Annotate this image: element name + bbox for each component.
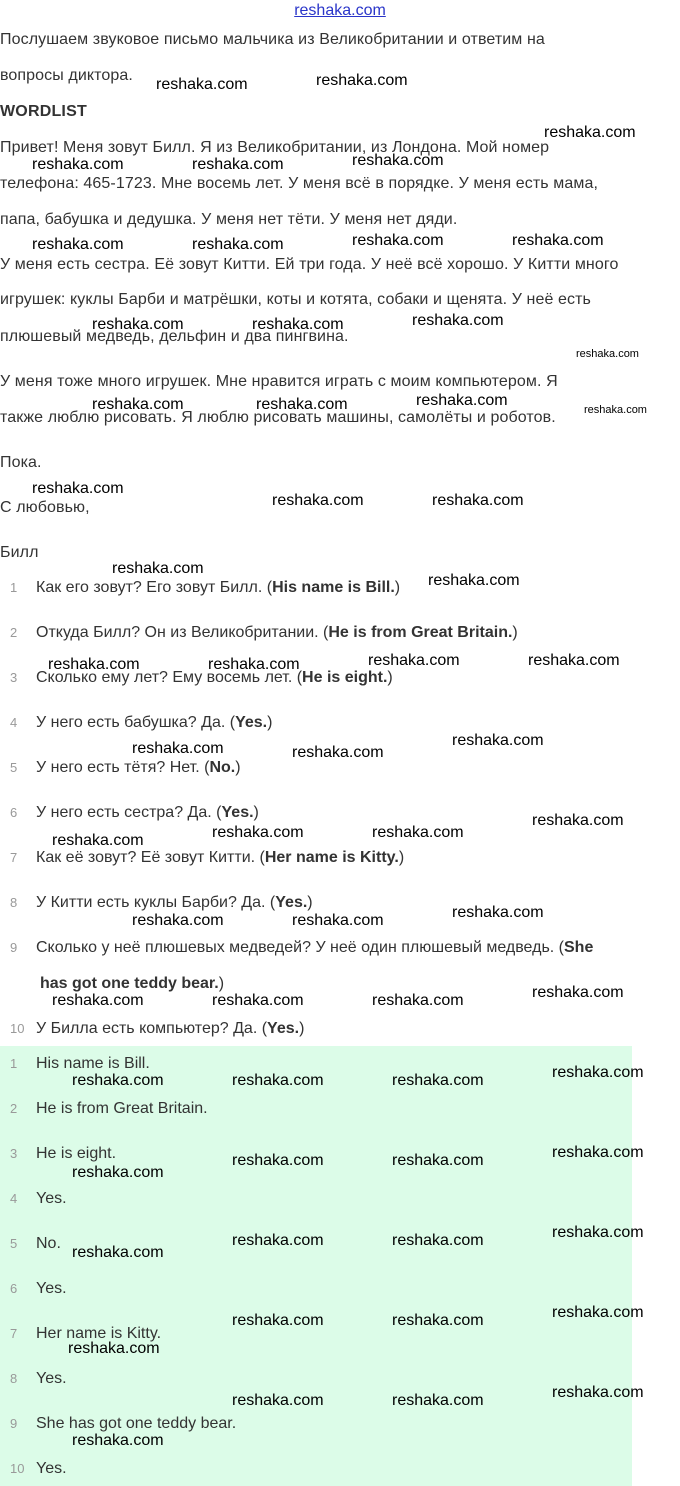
watermark: reshaka.com (92, 396, 184, 413)
watermark: reshaka.com (392, 1392, 484, 1409)
watermark: reshaka.com (72, 1432, 164, 1449)
watermark: reshaka.com (48, 656, 140, 673)
watermark: reshaka.com (72, 1244, 164, 1261)
letter-line: У меня есть сестра. Её зовут Китти. Ей три года. У неё всё хорошо. У Китти много (0, 256, 619, 273)
watermark: reshaka.com (32, 156, 124, 173)
watermark: reshaka.com (156, 76, 248, 93)
question-text: У него есть сестра? Да. (Yes.) (36, 804, 259, 821)
answer-number: 6 (10, 1281, 18, 1296)
watermark: reshaka.com (292, 912, 384, 929)
watermark: reshaka.com (112, 560, 204, 577)
question-text: Как её зовут? Её зовут Китти. (Her name is Kitty.) (36, 849, 405, 866)
question-number: 9 (10, 940, 18, 955)
answer-number: 10 (10, 1461, 25, 1476)
watermark: reshaka.com (392, 1312, 484, 1329)
watermark: reshaka.com (552, 1304, 644, 1321)
watermark: reshaka.com (368, 652, 460, 669)
watermark: reshaka.com (192, 236, 284, 253)
answer-number: 1 (10, 1056, 18, 1071)
watermark: reshaka.com (232, 1392, 324, 1409)
letter-line: плюшевый медведь, дельфин и два пингвина. (0, 328, 349, 345)
answer-number: 4 (10, 1191, 18, 1206)
watermark: reshaka.com (412, 312, 504, 329)
watermark: reshaka.com (32, 480, 124, 497)
question-text: У Китти есть куклы Барби? Да. (Yes.) (36, 894, 313, 911)
answer-text: Yes. (36, 1280, 67, 1297)
watermark: reshaka.com (392, 1232, 484, 1249)
watermark: reshaka.com (552, 1384, 644, 1401)
intro-line-1: Послушаем звуковое письмо мальчика из Великобритании и ответим на (0, 31, 545, 48)
watermark: reshaka.com (452, 904, 544, 921)
watermark: reshaka.com (232, 1152, 324, 1169)
question-text: У Билла есть компьютер? Да. (Yes.) (36, 1020, 305, 1037)
watermark: reshaka.com (428, 572, 520, 589)
watermark: reshaka.com (208, 656, 300, 673)
answer-text: No. (36, 1235, 61, 1252)
question-text: У него есть тётя? Нет. (No.) (36, 759, 241, 776)
letter-line: Привет! Меня зовут Билл. Я из Великобритании, из Лондона. Мой номер (0, 139, 550, 156)
site-link[interactable]: reshaka.com (294, 2, 386, 19)
watermark: reshaka.com (352, 232, 444, 249)
watermark: reshaka.com (292, 744, 384, 761)
question-number: 4 (10, 715, 18, 730)
watermark: reshaka.com (552, 1064, 644, 1081)
answer-text: His name is Bill. (36, 1055, 150, 1072)
watermark: reshaka.com (232, 1072, 324, 1089)
question-number: 2 (10, 625, 18, 640)
wordlist-label: WORDLIST (0, 103, 87, 120)
watermark: reshaka.com (544, 124, 636, 141)
answer-text: Yes. (36, 1460, 67, 1477)
question-text: Сколько ему лет? Ему восемь лет. (He is eight.) (36, 669, 393, 686)
watermark: reshaka.com (92, 316, 184, 333)
answer-number: 5 (10, 1236, 18, 1251)
answer-number: 7 (10, 1326, 18, 1341)
watermark: reshaka.com (52, 832, 144, 849)
answer-number: 9 (10, 1416, 18, 1431)
question-text: У него есть бабушка? Да. (Yes.) (36, 714, 273, 731)
watermark: reshaka.com (72, 1072, 164, 1089)
watermark: reshaka.com (252, 316, 344, 333)
letter-line: С любовью, (0, 499, 90, 516)
watermark: reshaka.com (452, 732, 544, 749)
letter-line: папа, бабушка и дедушка. У меня нет тёти. У меня нет дяди. (0, 211, 458, 228)
watermark: reshaka.com (272, 492, 364, 509)
watermark: reshaka.com (416, 392, 508, 409)
watermark: reshaka.com (372, 824, 464, 841)
question-number: 7 (10, 850, 18, 865)
watermark: reshaka.com (68, 1340, 160, 1357)
watermark: reshaka.com (256, 396, 348, 413)
watermark: reshaka.com (232, 1232, 324, 1249)
answer-text: He is from Great Britain. (36, 1100, 208, 1117)
watermark: reshaka.com (192, 156, 284, 173)
question-number: 10 (10, 1021, 25, 1036)
watermark: reshaka.com (528, 652, 620, 669)
watermark: reshaka.com (72, 1164, 164, 1181)
answer-text: Yes. (36, 1370, 67, 1387)
watermark: reshaka.com (512, 232, 604, 249)
watermark: reshaka.com (232, 1312, 324, 1329)
answer-number: 2 (10, 1101, 18, 1116)
watermark: reshaka.com (316, 72, 408, 89)
question-number: 8 (10, 895, 18, 910)
letter-line: также люблю рисовать. Я люблю рисовать машины, самолёты и роботов. (0, 409, 556, 426)
letter-line: Пока. (0, 454, 42, 471)
watermark: reshaka.com (212, 824, 304, 841)
answer-number: 3 (10, 1146, 18, 1161)
answer-text: Her name is Kitty. (36, 1325, 162, 1342)
watermark: reshaka.com (372, 992, 464, 1009)
watermark: reshaka.com (576, 348, 639, 360)
letter-line: У меня тоже много игрушек. Мне нравится играть с моим компьютером. Я (0, 373, 558, 390)
answer-text: He is eight. (36, 1145, 117, 1162)
letter-line: Билл (0, 544, 39, 561)
watermark: reshaka.com (212, 992, 304, 1009)
question-text: Как его зовут? Его зовут Билл. (His name is Bill.) (36, 579, 401, 596)
watermark: reshaka.com (392, 1072, 484, 1089)
answer-text: Yes. (36, 1190, 67, 1207)
watermark: reshaka.com (392, 1152, 484, 1169)
question-number: 6 (10, 805, 18, 820)
watermark: reshaka.com (584, 404, 647, 416)
watermark: reshaka.com (132, 740, 224, 757)
answer-text: She has got one teddy bear. (36, 1415, 237, 1432)
watermark: reshaka.com (552, 1144, 644, 1161)
question-number: 5 (10, 760, 18, 775)
letter-line: телефона: 465-1723. Мне восемь лет. У меня всё в порядке. У меня есть мама, (0, 175, 599, 192)
watermark: reshaka.com (32, 236, 124, 253)
watermark: reshaka.com (52, 992, 144, 1009)
question-number: 1 (10, 580, 18, 595)
answer-number: 8 (10, 1371, 18, 1386)
watermark: reshaka.com (432, 492, 524, 509)
intro-line-2: вопросы диктора. (0, 67, 133, 84)
watermark: reshaka.com (352, 152, 444, 169)
letter-line: игрушек: куклы Барби и матрёшки, коты и котята, собаки и щенята. У неё есть (0, 291, 591, 308)
watermark: reshaka.com (552, 1224, 644, 1241)
question-text: Сколько у неё плюшевых медведей? У неё один плюшевый медведь. (She (36, 939, 594, 956)
question-text: Откуда Билл? Он из Великобритании. (He is from Great Britain.) (36, 624, 518, 641)
watermark: reshaka.com (132, 912, 224, 929)
watermark: reshaka.com (532, 812, 624, 829)
watermark: reshaka.com (532, 984, 624, 1001)
question-text-continuation: has got one teddy bear.) (40, 975, 225, 992)
question-number: 3 (10, 670, 18, 685)
